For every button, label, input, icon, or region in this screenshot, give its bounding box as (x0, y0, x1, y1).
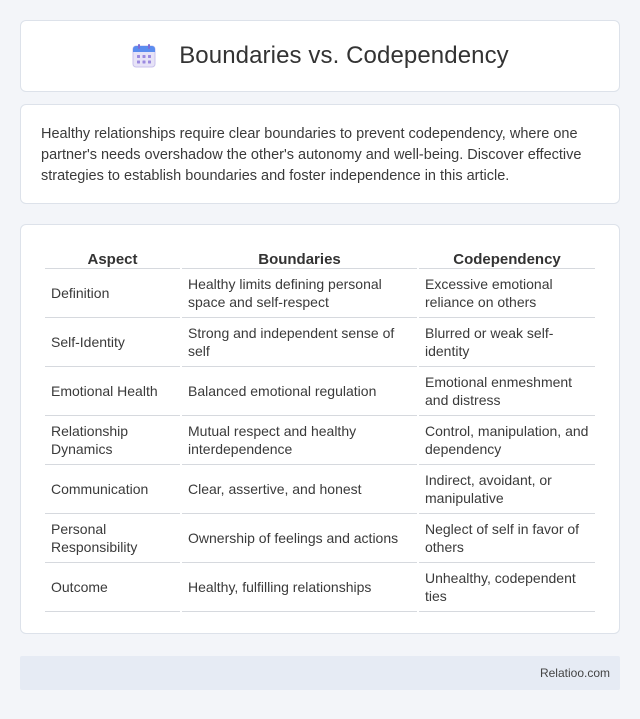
codependency-cell: Neglect of self in favor of others (419, 514, 595, 563)
boundaries-cell: Mutual respect and healthy interdependence (182, 416, 417, 465)
boundaries-cell: Ownership of feelings and actions (182, 514, 417, 563)
boundaries-cell: Healthy limits defining personal space and self-respect (182, 269, 417, 318)
codependency-cell: Blurred or weak self-identity (419, 318, 595, 367)
calendar-icon (131, 43, 157, 69)
column-header-aspect: Aspect (45, 245, 180, 269)
footer (20, 656, 620, 690)
column-header-codependency: Codependency (419, 245, 595, 269)
codependency-cell: Indirect, avoidant, or manipulative (419, 465, 595, 514)
boundaries-cell: Balanced emotional regulation (182, 367, 417, 416)
codependency-cell: Emotional enmeshment and distress (419, 367, 595, 416)
page-title: Boundaries vs. Codependency (179, 42, 509, 69)
table-row (45, 465, 595, 514)
table-row (45, 563, 595, 612)
aspect-cell: Personal Responsibility (45, 514, 180, 563)
table-row (45, 416, 595, 465)
footer-brand: Relatioo.com (539, 666, 610, 680)
aspect-cell: Emotional Health (45, 367, 180, 416)
comparison-table (43, 245, 597, 612)
comparison-table-card (20, 224, 620, 634)
table-header-row (45, 245, 595, 269)
header-card (20, 20, 620, 92)
title-wrap (131, 42, 509, 70)
codependency-cell: Unhealthy, codependent ties (419, 563, 595, 612)
table-row (45, 514, 595, 563)
intro-card (20, 104, 620, 204)
aspect-cell: Definition (45, 269, 180, 318)
boundaries-cell: Strong and independent sense of self (182, 318, 417, 367)
codependency-cell: Control, manipulation, and dependency (419, 416, 595, 465)
intro-text: Healthy relationships require clear boundaries to prevent codependency, where one partner's needs overshadow the other's autonomy and well-being. Discover effective strategies to establish boundaries and foster independence in this article. (41, 126, 582, 184)
table-row (45, 318, 595, 367)
boundaries-cell: Clear, assertive, and honest (182, 465, 417, 514)
table-row (45, 269, 595, 318)
aspect-cell: Self-Identity (45, 318, 180, 367)
aspect-cell: Outcome (45, 563, 180, 612)
aspect-cell: Relationship Dynamics (45, 416, 180, 465)
codependency-cell: Excessive emotional reliance on others (419, 269, 595, 318)
aspect-cell: Communication (45, 465, 180, 514)
column-header-boundaries: Boundaries (182, 245, 417, 269)
table-row (45, 367, 595, 416)
boundaries-cell: Healthy, fulfilling relationships (182, 563, 417, 612)
